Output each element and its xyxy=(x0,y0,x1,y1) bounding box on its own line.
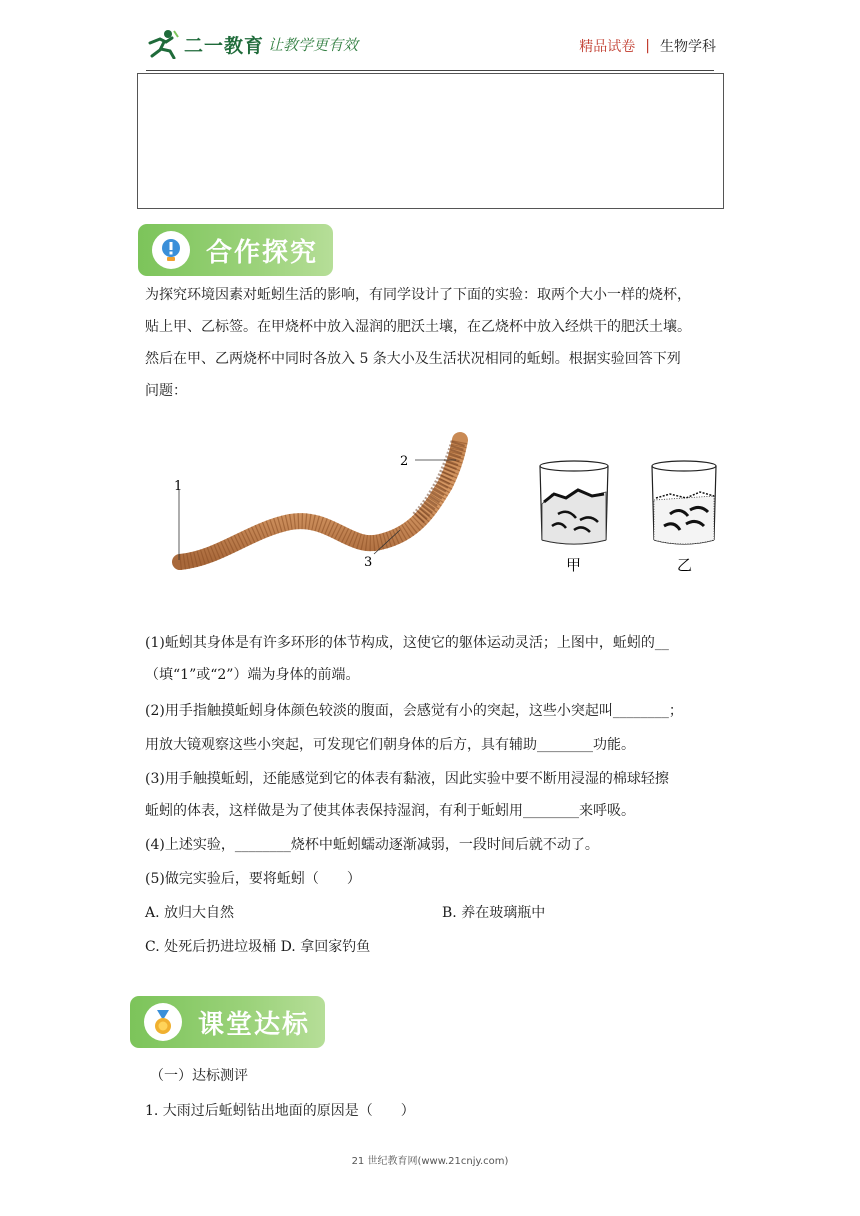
section-banner-classroom xyxy=(130,996,325,1048)
question-2-line-1: (2)用手指触摸蚯蚓身体颜色较淡的腹面，会感觉有小的突起，这些小突起叫________； xyxy=(145,703,683,719)
question-3-line-1: (3)用手触摸蚯蚓，还能感觉到它的体表有黏液，因此实验中要不断用浸湿的棉球轻擦 xyxy=(145,771,669,787)
question-4: (4)上述实验，________烧杯中蚯蚓蠕动逐渐减弱，一段时间后就不动了。 xyxy=(145,837,599,853)
question-3-line-2: 蚯蚓的体表，这样做是为了使其体表保持湿润，有利于蚯蚓用________来呼吸。 xyxy=(145,803,635,819)
medal-icon xyxy=(144,1003,182,1041)
brand-slogan: 让教学更有效 xyxy=(268,35,359,54)
runner-logo-icon xyxy=(146,29,180,59)
earthworm-figure xyxy=(160,430,500,580)
section-title: 合作探究 xyxy=(206,237,319,268)
intro-line: 然后在甲、乙两烧杯中同时各放入 5 条大小及生活状况相同的蚯蚓。根据实验回答下列 xyxy=(145,351,681,367)
brand-name: 二一教育 xyxy=(184,34,265,57)
practice-subheading: （一）达标测评 xyxy=(150,1068,248,1084)
header-right xyxy=(579,36,716,56)
practice-question-1: 1. 大雨过后蚯蚓钻出地面的原因是（ ） xyxy=(145,1103,415,1119)
figure-label-1: 1 xyxy=(174,479,183,494)
question-1-line-1: (1)蚯蚓其身体是有许多环形的体节构成，这使它的躯体运动灵活；上图中，蚯蚓的__ xyxy=(145,635,669,651)
option-b: B. 养在玻璃瓶中 xyxy=(442,905,546,921)
question-1-line-2: （填“1”或“2”）端为身体的前端。 xyxy=(145,667,360,683)
section-title: 课堂达标 xyxy=(198,1009,311,1040)
question-5: (5)做完实验后，要将蚯蚓（ ） xyxy=(145,871,361,887)
beaker-label-b: 乙 xyxy=(677,556,693,574)
subject-label: 生物学科 xyxy=(660,39,716,55)
question-2-line-2: 用放大镜观察这些小突起，可发现它们朝身体的后方，具有辅助________功能。 xyxy=(145,737,635,753)
beaker-a xyxy=(540,461,608,544)
intro-line: 贴上甲、乙标签。在甲烧杯中放入湿润的肥沃土壤，在乙烧杯中放入经烘干的肥沃土壤。 xyxy=(145,319,691,335)
intro-paragraph xyxy=(145,279,725,407)
page-footer: 21 世纪教育网(www.21cnjy.com) xyxy=(351,1156,509,1167)
intro-line: 问题： xyxy=(145,383,187,399)
premium-label: 精品试卷 xyxy=(579,39,636,55)
figure-label-2: 2 xyxy=(400,454,409,469)
lightbulb-icon xyxy=(152,231,190,269)
option-c-d: C. 处死后扔进垃圾桶 D. 拿回家钓鱼 xyxy=(145,939,371,955)
header-divider xyxy=(146,70,714,71)
answer-box xyxy=(137,73,724,209)
option-a: A. 放归大自然 xyxy=(145,905,235,921)
section-banner-cooperation xyxy=(138,224,333,276)
header-logo xyxy=(146,28,358,60)
figure-label-3: 3 xyxy=(364,555,373,570)
intro-line: 为探究环境因素对蚯蚓生活的影响，有同学设计了下面的实验：取两个大小一样的烧杯， xyxy=(145,287,691,303)
beaker-b xyxy=(652,461,716,544)
header-separator: | xyxy=(645,38,650,54)
beakers-figure xyxy=(530,456,730,576)
beaker-label-a: 甲 xyxy=(566,556,582,574)
